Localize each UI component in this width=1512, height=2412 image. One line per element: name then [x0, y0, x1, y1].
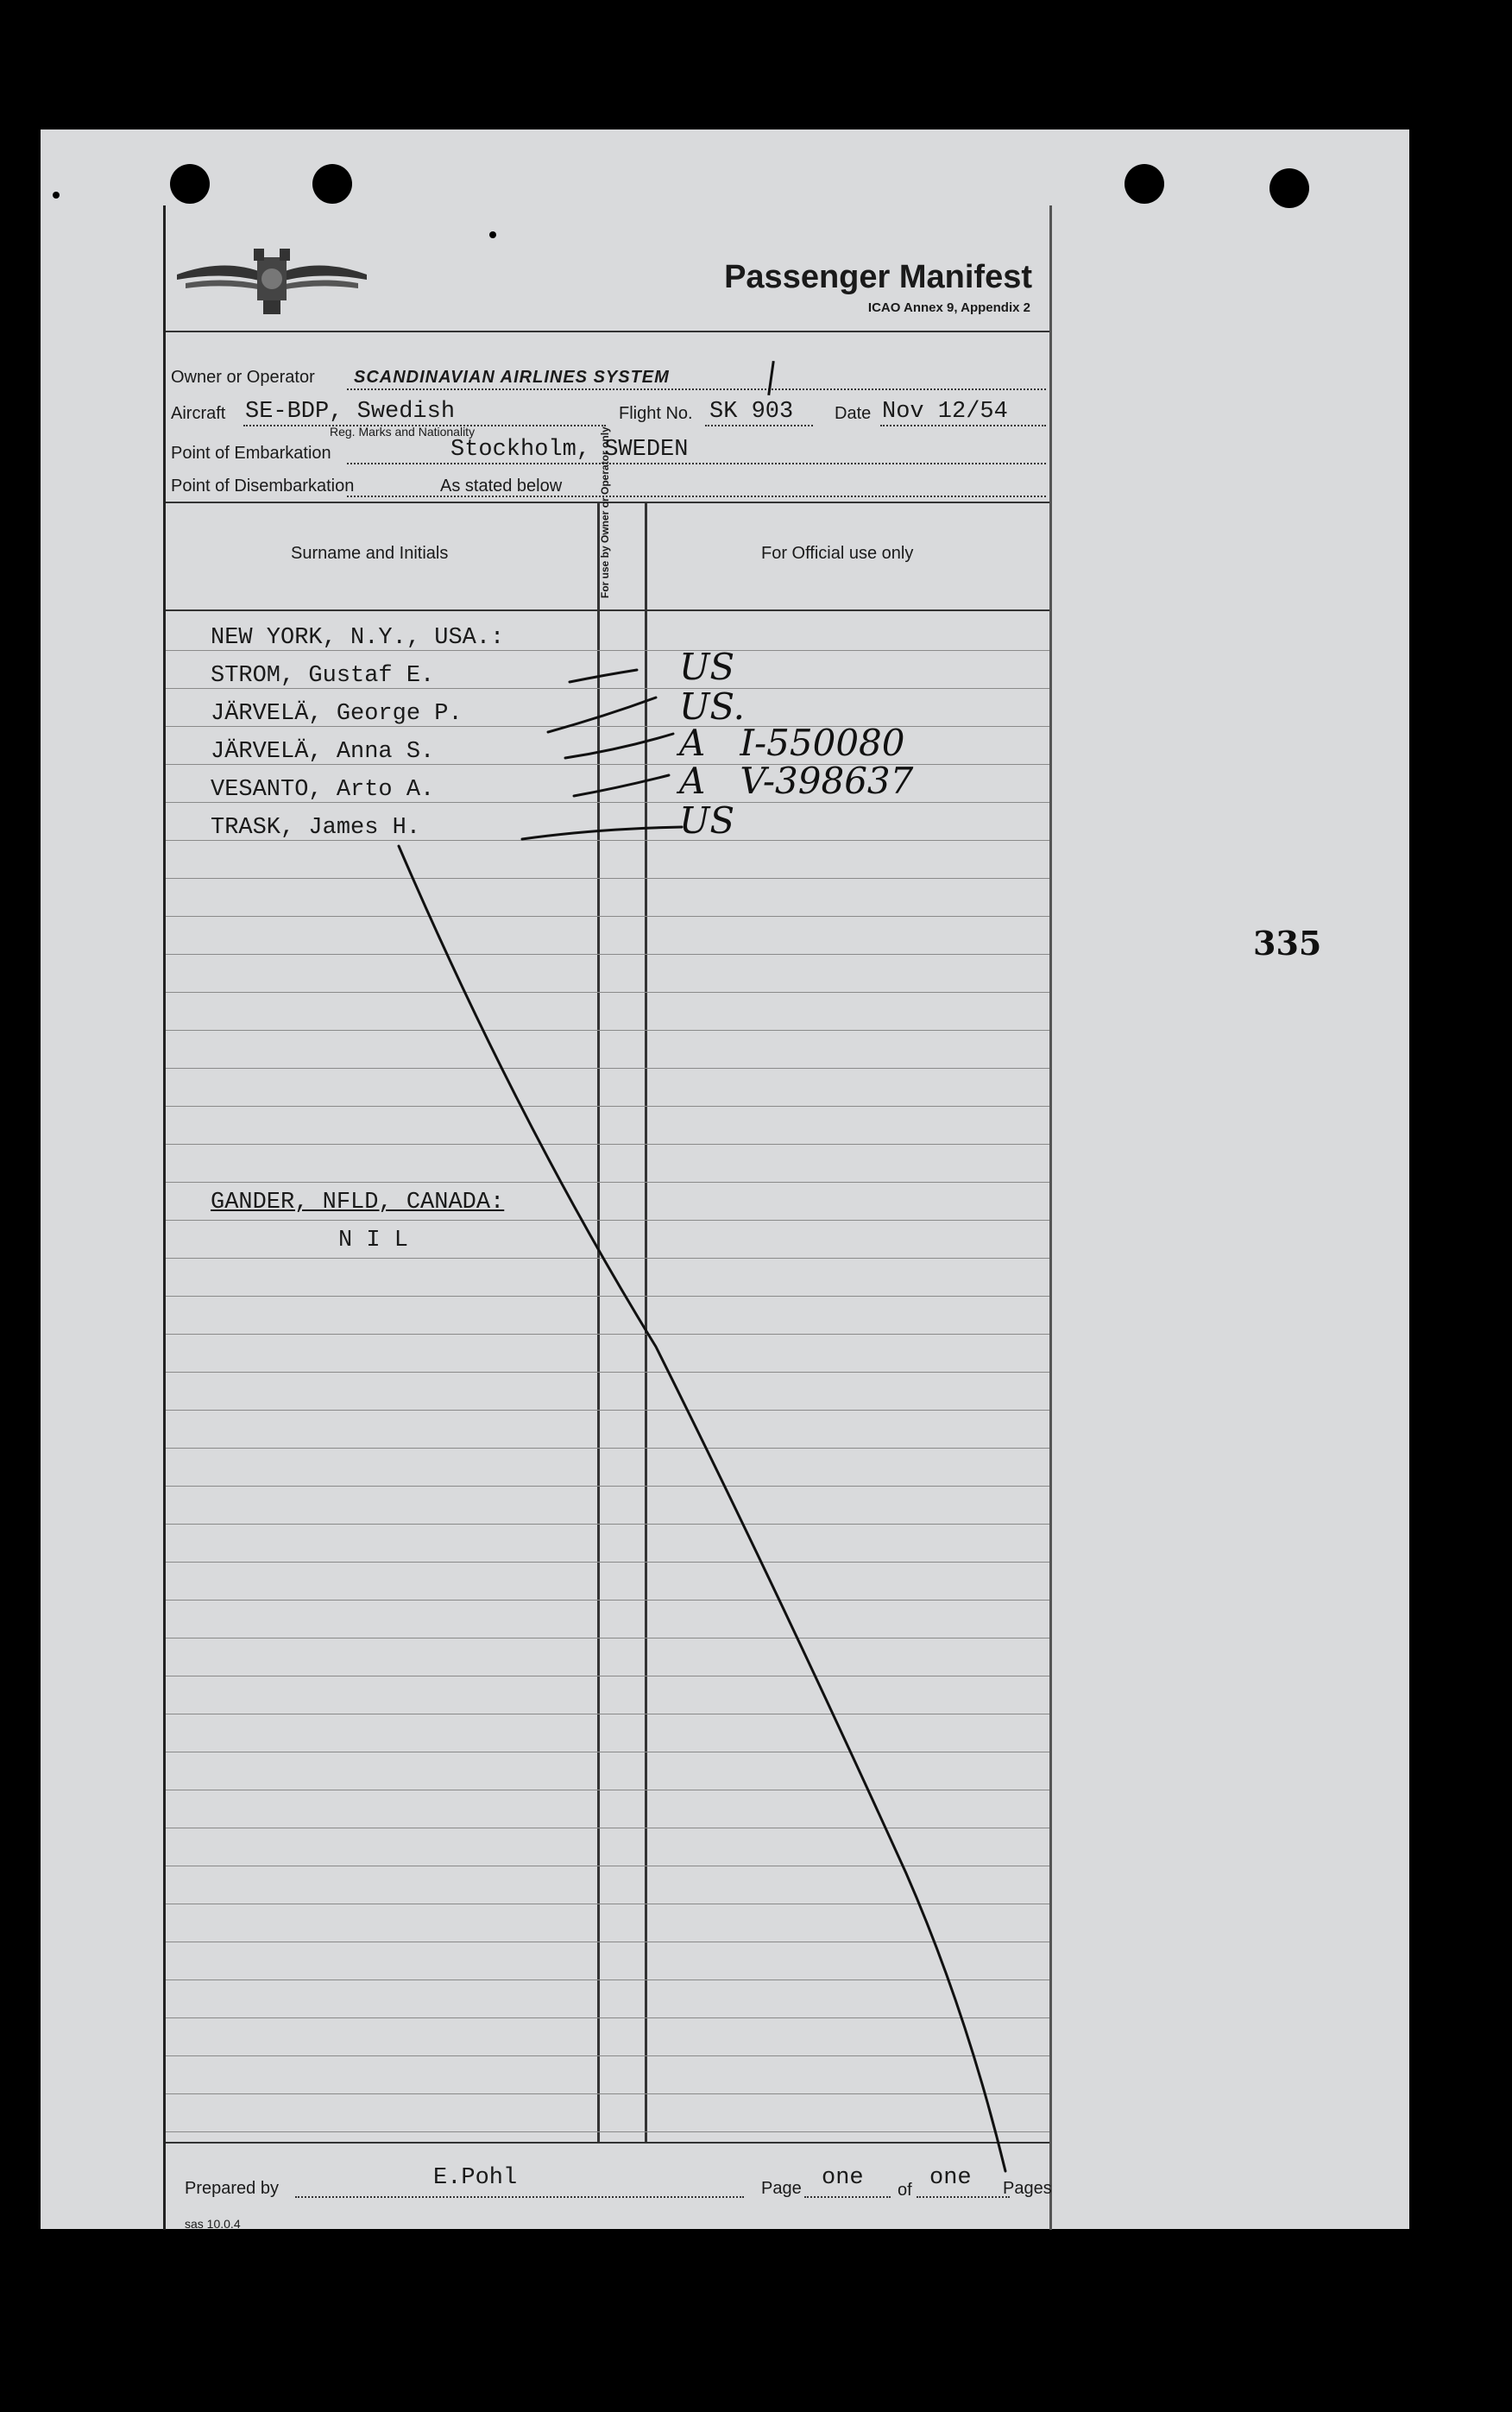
flight-value: SK 903 — [709, 399, 794, 425]
passenger-name-4: VESANTO, Arto A. — [211, 777, 435, 803]
aircraft-label: Aircraft — [171, 404, 226, 423]
destination-header-gander: GANDER, NFLD, CANADA: — [211, 1190, 505, 1215]
passenger-official-4: A V-398637 — [679, 760, 914, 802]
disembark-value: As stated below — [440, 477, 563, 496]
flight-label: Flight No. — [619, 404, 693, 423]
passenger-name-1: STROM, Gustaf E. — [211, 663, 435, 689]
column-header-surname: Surname and Initials — [291, 544, 449, 563]
date-label: Date — [835, 404, 872, 423]
of-label: of — [898, 2181, 912, 2200]
aircraft-value: SE-BDP, Swedish — [245, 399, 456, 425]
pages-label: Pages — [1003, 2179, 1052, 2198]
margin-number: 335 — [1253, 924, 1322, 963]
tick-mark-1 — [570, 670, 637, 682]
prepared-value: E.Pohl — [433, 2165, 518, 2191]
aircraft-sublabel: Reg. Marks and Nationality — [330, 425, 476, 439]
page-label: Page — [761, 2179, 802, 2198]
tick-mark-2 — [548, 698, 656, 732]
destination-header-newyork: NEW YORK, N.Y., USA.: — [211, 625, 505, 651]
passenger-name-2: JÄRVELÄ, George P. — [211, 701, 463, 727]
form-subtitle: ICAO Annex 9, Appendix 2 — [867, 300, 1030, 315]
owner-label: Owner or Operator — [171, 368, 315, 387]
disembark-label: Point of Disembarkation — [171, 477, 355, 496]
passenger-official-2: US. — [679, 685, 746, 728]
tick-mark-3 — [565, 734, 673, 758]
prepared-label: Prepared by — [185, 2179, 279, 2198]
destination-gander-nil: N I L — [338, 1228, 409, 1253]
form-code: sas 10.0.4 — [185, 2217, 241, 2231]
passenger-official-3: A I-550080 — [679, 722, 905, 764]
passenger-official-5: US — [679, 799, 735, 842]
embark-value: Stockholm, SWEDEN — [450, 437, 689, 463]
passenger-name-3: JÄRVELÄ, Anna S. — [211, 739, 435, 765]
cancel-line — [399, 846, 1005, 2171]
column-header-operator: For use by Owner or Operator only — [599, 426, 611, 598]
column-header-official: For Official use only — [761, 544, 914, 563]
embark-label: Point of Embarkation — [171, 444, 331, 463]
form-title: Passenger Manifest — [724, 259, 1032, 295]
of-value: one — [929, 2165, 972, 2191]
tick-mark-5 — [522, 827, 682, 839]
owner-value: SCANDINAVIAN AIRLINES SYSTEM — [354, 368, 670, 387]
passenger-name-5: TRASK, James H. — [211, 815, 421, 841]
passenger-official-1: US — [679, 646, 735, 688]
date-value: Nov 12/54 — [882, 399, 1008, 425]
page-value: one — [822, 2165, 864, 2191]
tick-mark-4 — [574, 775, 669, 796]
